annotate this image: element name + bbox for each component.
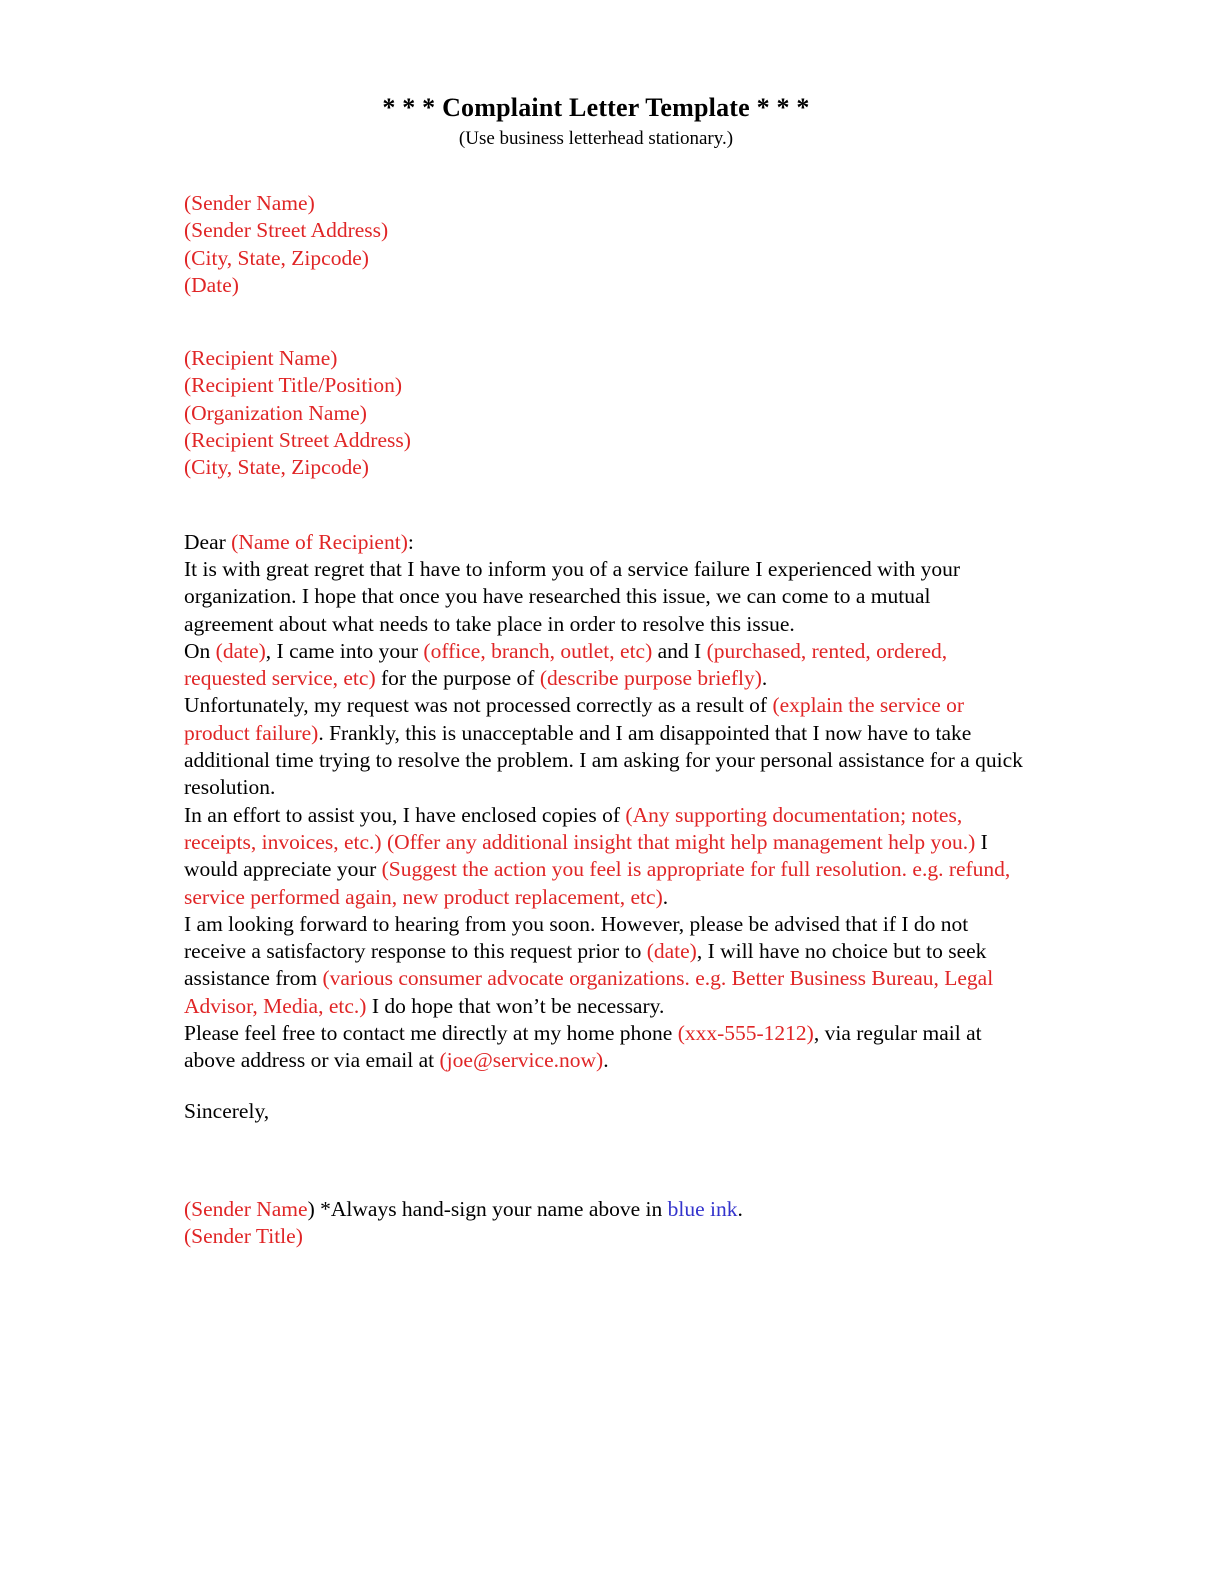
sender-name-line: (Sender Name) xyxy=(184,191,315,215)
recipient-street-line: (Recipient Street Address) xyxy=(184,428,411,453)
deadline-placeholder-organizations: (various consumer advocate organizations. e.g. Better Business Bureau, Legal Advisor, Media, etc.) xyxy=(184,966,994,1018)
contact-placeholder-phone: (xxx-555-1212) xyxy=(677,1021,814,1046)
salutation-greeting: Dear xyxy=(184,529,232,554)
visit-placeholder-purpose: (describe purpose briefly) xyxy=(539,666,762,691)
signature-name-line xyxy=(184,1196,1024,1223)
paragraph-failure xyxy=(184,692,1024,801)
enclosures-placeholder-action: (Suggest the action you feel is appropriate for full resolution. e.g. refund, service performed again, new product replacement, etc) xyxy=(184,857,1011,909)
salutation-punctuation: : xyxy=(407,529,414,554)
enclosures-text-2: I would appreciate your xyxy=(184,829,988,882)
salutation-line xyxy=(184,529,1024,556)
visit-placeholder-date: (date) xyxy=(215,638,266,663)
paragraph-visit xyxy=(184,638,1024,693)
page-subtitle: (Use business letterhead stationary.) xyxy=(458,128,734,149)
sender-date-line: (Date) xyxy=(184,272,239,297)
visit-text-4: for the purpose of xyxy=(375,666,540,691)
salutation-placeholder: (Name of Recipient) xyxy=(231,529,408,554)
paragraph-deadline xyxy=(184,911,1024,1020)
paragraph-contact xyxy=(184,1020,1024,1075)
recipient-organization-line: (Organization Name) xyxy=(184,400,367,425)
enclosures-text-1: In an effort to assist you, I have enclosed copies of xyxy=(184,802,626,827)
page-title: * * * Complaint Letter Template * * * xyxy=(382,93,810,122)
contact-text-1: Please feel free to contact me directly at my home phone xyxy=(184,1021,678,1046)
enclosures-text-3: . xyxy=(662,884,669,909)
deadline-placeholder-date: (date) xyxy=(646,939,697,964)
signature-name-close-paren: ) xyxy=(307,1196,315,1221)
visit-text-2: , I came into your xyxy=(265,638,424,663)
failure-text-1: Unfortunately, my request was not processed correctly as a result of xyxy=(184,693,773,718)
visit-text-1: On xyxy=(184,638,216,663)
letter-sheet xyxy=(184,0,1024,1251)
recipient-title-line: (Recipient Title/Position) xyxy=(184,373,403,398)
sender-street-line: (Sender Street Address) xyxy=(184,218,389,243)
signature-block xyxy=(184,1196,1024,1251)
contact-text-3: . xyxy=(603,1048,609,1073)
signature-name-placeholder: (Sender Name xyxy=(184,1196,308,1221)
failure-text-2: . Frankly, this is unacceptable and I am disappointed that I now have to take additional time trying to resolve the problem. I am asking for your personal assistance for a quick resolution. xyxy=(184,720,1023,800)
visit-text-5: . xyxy=(761,666,768,691)
contact-text-2: , via regular mail at above address or via email at xyxy=(184,1021,982,1073)
recipient-name-line: (Recipient Name) xyxy=(184,346,338,371)
deadline-text-1: I am looking forward to hearing from you soon. However, please be advised that if I do not receive a satisfactory response to this request prior to xyxy=(184,911,969,964)
paragraph-enclosures xyxy=(184,802,1024,911)
contact-placeholder-email: (joe@service.now) xyxy=(439,1048,604,1073)
signature-note-before: *Always hand-sign your name above in xyxy=(314,1196,668,1221)
recipient-city-line: (City, State, Zipcode) xyxy=(184,455,369,480)
visit-placeholder-location: (office, branch, outlet, etc) xyxy=(423,638,653,663)
visit-text-3: and I xyxy=(652,638,707,663)
deadline-text-3: I do hope that won’t be necessary. xyxy=(366,993,665,1018)
sender-city-line: (City, State, Zipcode) xyxy=(184,245,369,270)
signature-note-after: . xyxy=(737,1196,743,1221)
recipient-address-block xyxy=(184,345,1024,481)
signature-title-line: (Sender Title) xyxy=(184,1224,303,1249)
deadline-text-2: , I will have no choice but to seek assistance from xyxy=(184,939,987,991)
paragraph-intro: It is with great regret that I have to inform you of a service failure I experienced with your organization. I hope that once you have researched this issue, we can come to a mutual agreement about what needs to take place in order to resolve this issue. xyxy=(184,556,961,636)
failure-placeholder-explain: (explain the service or product failure) xyxy=(184,693,965,745)
sender-address-block xyxy=(184,190,1024,299)
enclosures-placeholder-docs: (Any supporting documentation; notes, receipts, invoices, etc.) (Offer any additional insight that might help management help you.) xyxy=(184,802,976,854)
closing-line: Sincerely, xyxy=(184,1098,270,1123)
visit-placeholder-action: (purchased, rented, ordered, requested service, etc) xyxy=(184,638,948,691)
signature-note-blue-ink: blue ink xyxy=(667,1196,738,1221)
